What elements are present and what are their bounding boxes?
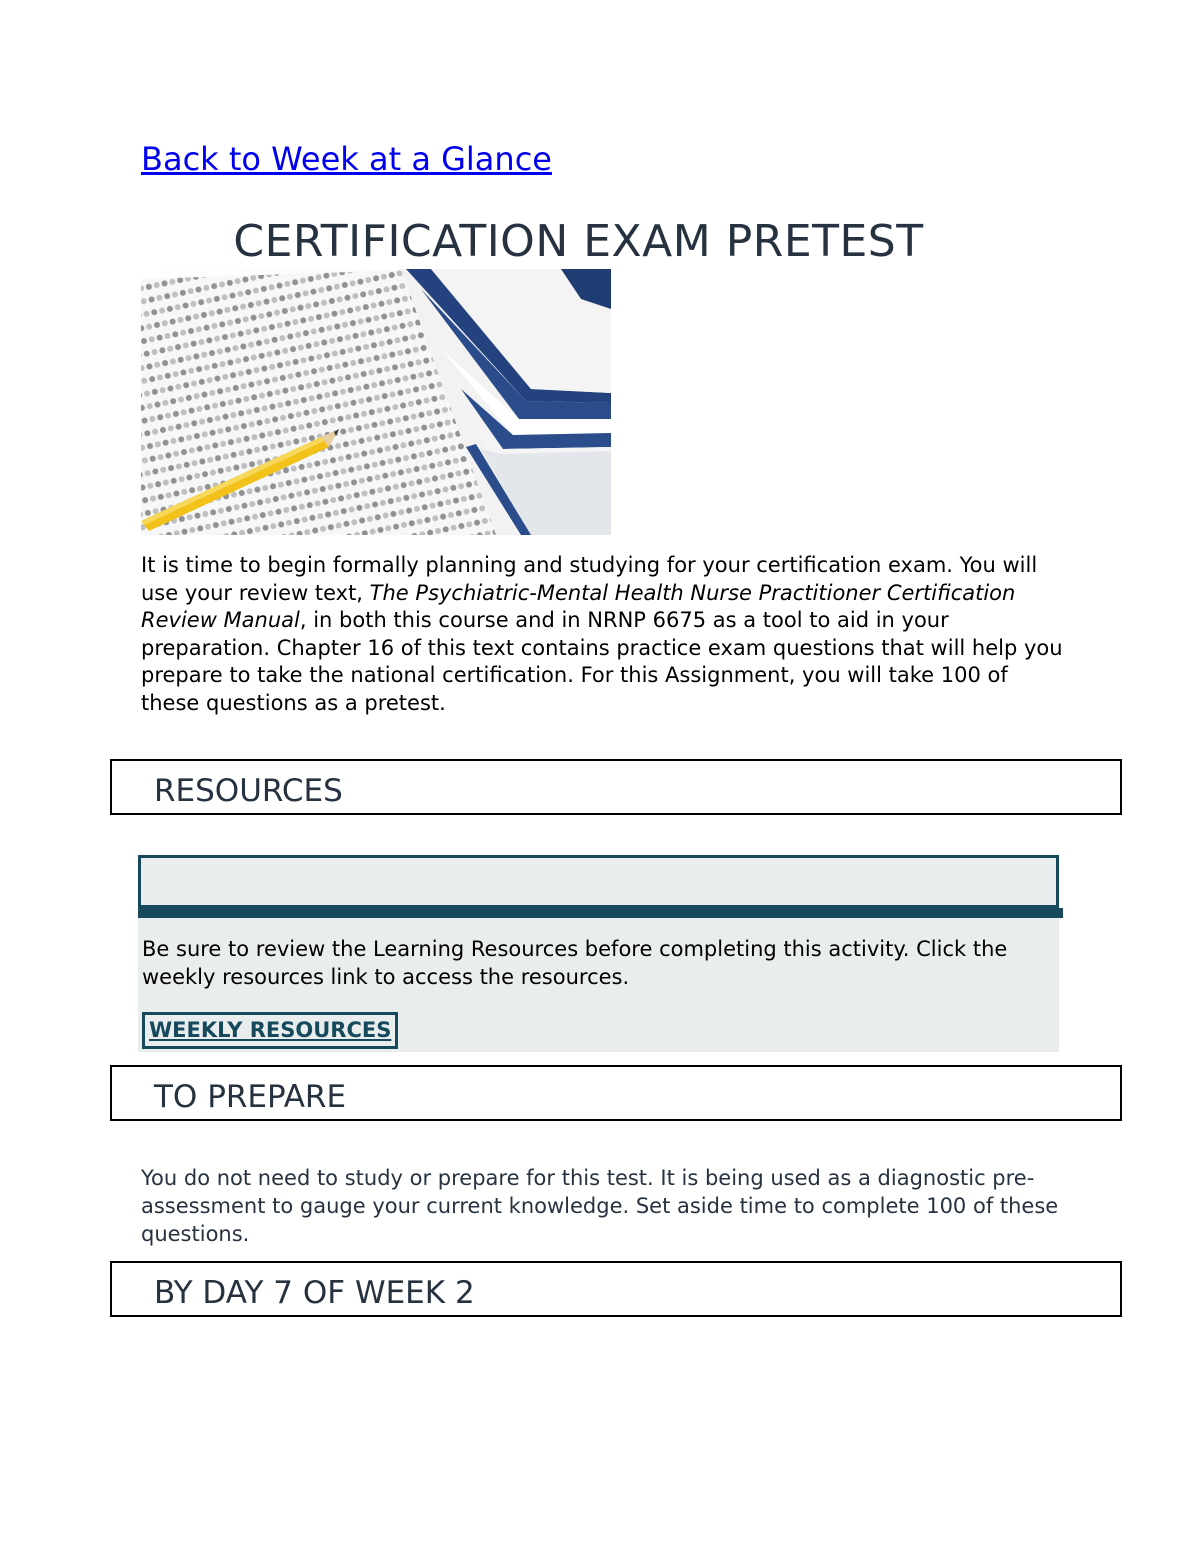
by-day-section-header	[110, 1261, 1122, 1317]
resources-panel-bar	[138, 908, 1063, 918]
resources-panel	[138, 855, 1059, 1052]
resources-heading: RESOURCES	[154, 773, 343, 809]
prepare-paragraph: You do not need to study or prepare for this test. It is being used as a diagnostic pre-assessment to gauge your current knowledge. Set aside time to complete 100 of these questions.	[141, 1166, 1059, 1246]
intro-text-part2: , in both this course and in NRNP 6675 as a tool to aid in your preparation. Chapter 16 of this text contains practice exam questions that will help you prepare to take the national certification. For this Assignment, you will take 100 of these questions as a pretest.	[141, 608, 1063, 715]
resources-section-header	[110, 759, 1122, 815]
review-book-title: The Psychiatric-Mental Health Nurse Practitioner Certification Review Manual	[141, 580, 1016, 632]
prepare-section-header	[110, 1065, 1122, 1121]
resources-panel-header	[138, 855, 1059, 908]
weekly-resources-button[interactable]: WEEKLY RESOURCES	[142, 1012, 398, 1049]
intro-text-part1: It is time to begin formally planning and studying for your certification exam. You will use your review text,	[141, 553, 1038, 605]
prepare-heading: TO PREPARE	[154, 1079, 347, 1115]
resources-note: Be sure to review the Learning Resources before completing this activity. Click the weekly resources link to access the resources.	[142, 937, 1008, 989]
page-title: CERTIFICATION EXAM PRETEST	[233, 216, 924, 267]
by-day-heading: BY DAY 7 OF WEEK 2	[154, 1275, 475, 1311]
back-to-week-link[interactable]: Back to Week at a Glance	[141, 140, 552, 178]
intro-paragraph	[141, 552, 1071, 717]
exam-illustration	[141, 269, 611, 535]
